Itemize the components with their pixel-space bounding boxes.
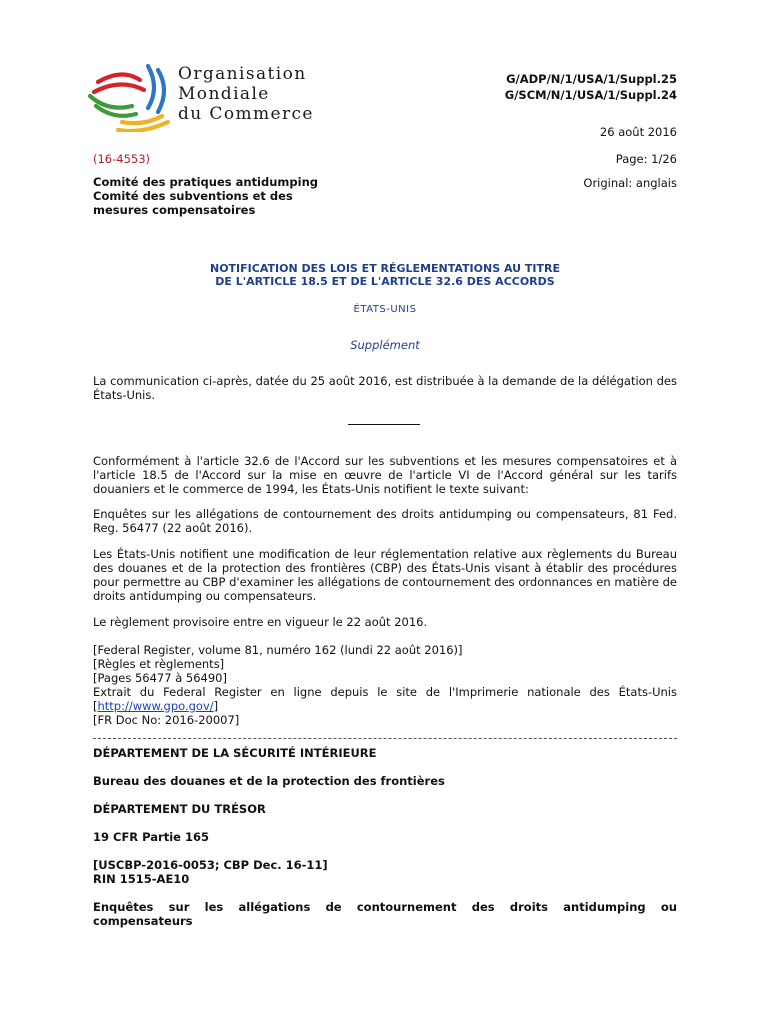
symbol-adp: G/ADP/N/1/USA/1/Suppl.25: [506, 72, 677, 86]
federal-register-citation: [93, 643, 677, 727]
gpo-link[interactable]: http://www.gpo.gov/: [97, 699, 214, 713]
department-homeland-security: DÉPARTEMENT DE LA SÉCURITÉ INTÉRIEURE: [93, 746, 377, 760]
title-line-2: DE L'ARTICLE 18.5 ET DE L'ARTICLE 32.6 DES ACCORDS: [215, 275, 555, 288]
link-close-bracket: ]: [213, 699, 219, 713]
rin-number: RIN 1515-AE10: [93, 872, 190, 886]
title-line-1: NOTIFICATION DES LOIS ET RÉGLEMENTATIONS AU TITRE: [210, 262, 560, 275]
page-number: Page: 1/26: [615, 152, 677, 166]
link-open-bracket: [: [93, 699, 98, 713]
original-language: Original: anglais: [583, 176, 677, 190]
register-line-4: Extrait du Federal Register en ligne depuis le site de l'Imprimerie nationale des États-Unis: [93, 685, 677, 699]
paragraph-2: Enquêtes sur les allégations de contournement des droits antidumping ou compensateurs, 81 Fed. Reg. 56477 (22 août 2016).: [93, 507, 677, 535]
register-line-1: [Federal Register, volume 81, numéro 162 (lundi 22 août 2016)]: [93, 643, 463, 657]
org-name-line-2: Mondiale: [178, 84, 270, 104]
country-name: ÉTATS-UNIS: [353, 304, 417, 315]
paragraph-3: Les États-Unis notifient une modification de leur réglementation relative aux règlements du Bureau des douanes et de la protection des frontières (CBP) des États-Unis visant à établir des procédures pour permettre au CBP d'examiner les allégations de contournement des ordonnances en matière de droits antidumping ou compensateurs.: [93, 547, 677, 603]
reference-number: (16-4553): [93, 152, 151, 166]
separator-rule: [348, 424, 420, 425]
org-name-line-3: du Commerce: [178, 104, 314, 124]
register-line-2: [Règles et règlements]: [93, 657, 225, 671]
committee-line-1: Comité des pratiques antidumping: [93, 175, 318, 189]
register-link-line: [93, 699, 677, 713]
docket-number: [USCBP-2016-0053; CBP Dec. 16-11]: [93, 858, 328, 872]
register-line-3: [Pages 56477 à 56490]: [93, 671, 227, 685]
supplement-label: Supplément: [350, 338, 420, 352]
committees: [93, 175, 318, 217]
cfr-part: 19 CFR Partie 165: [93, 830, 209, 844]
committee-line-2: Comité des subventions et des: [93, 189, 293, 203]
intro-paragraph: La communication ci-après, datée du 25 août 2016, est distribuée à la demande de la délégation des États-Unis.: [93, 374, 677, 402]
document-title: [93, 262, 677, 288]
regulation-subject: Enquêtes sur les allégations de contournement des droits antidumping ou compensateurs: [93, 900, 677, 928]
organization-name: [178, 64, 314, 124]
department-treasury: DÉPARTEMENT DU TRÉSOR: [93, 802, 266, 816]
document-symbols: [505, 71, 677, 103]
docket-block: [93, 858, 328, 886]
org-name-line-1: Organisation: [178, 64, 307, 84]
symbol-scm: G/SCM/N/1/USA/1/Suppl.24: [504, 88, 677, 102]
paragraph-4: Le règlement provisoire entre en vigueur le 22 août 2016.: [93, 615, 428, 629]
document-date: 26 août 2016: [599, 125, 677, 139]
paragraph-1: Conformément à l'article 32.6 de l'Accord sur les subventions et les mesures compensatoires et à l'article 18.5 de l'Accord sur la mise en œuvre de l'article VI de l'Accord général sur les tarifs douaniers et le commerce de 1994, les États-Unis notifient le texte suivant:: [93, 454, 677, 496]
register-line-6: [FR Doc No: 2016-20007]: [93, 713, 240, 727]
committee-line-3: mesures compensatoires: [93, 203, 256, 217]
dashed-divider: [93, 738, 677, 739]
bureau-customs: Bureau des douanes et de la protection des frontières: [93, 774, 445, 788]
